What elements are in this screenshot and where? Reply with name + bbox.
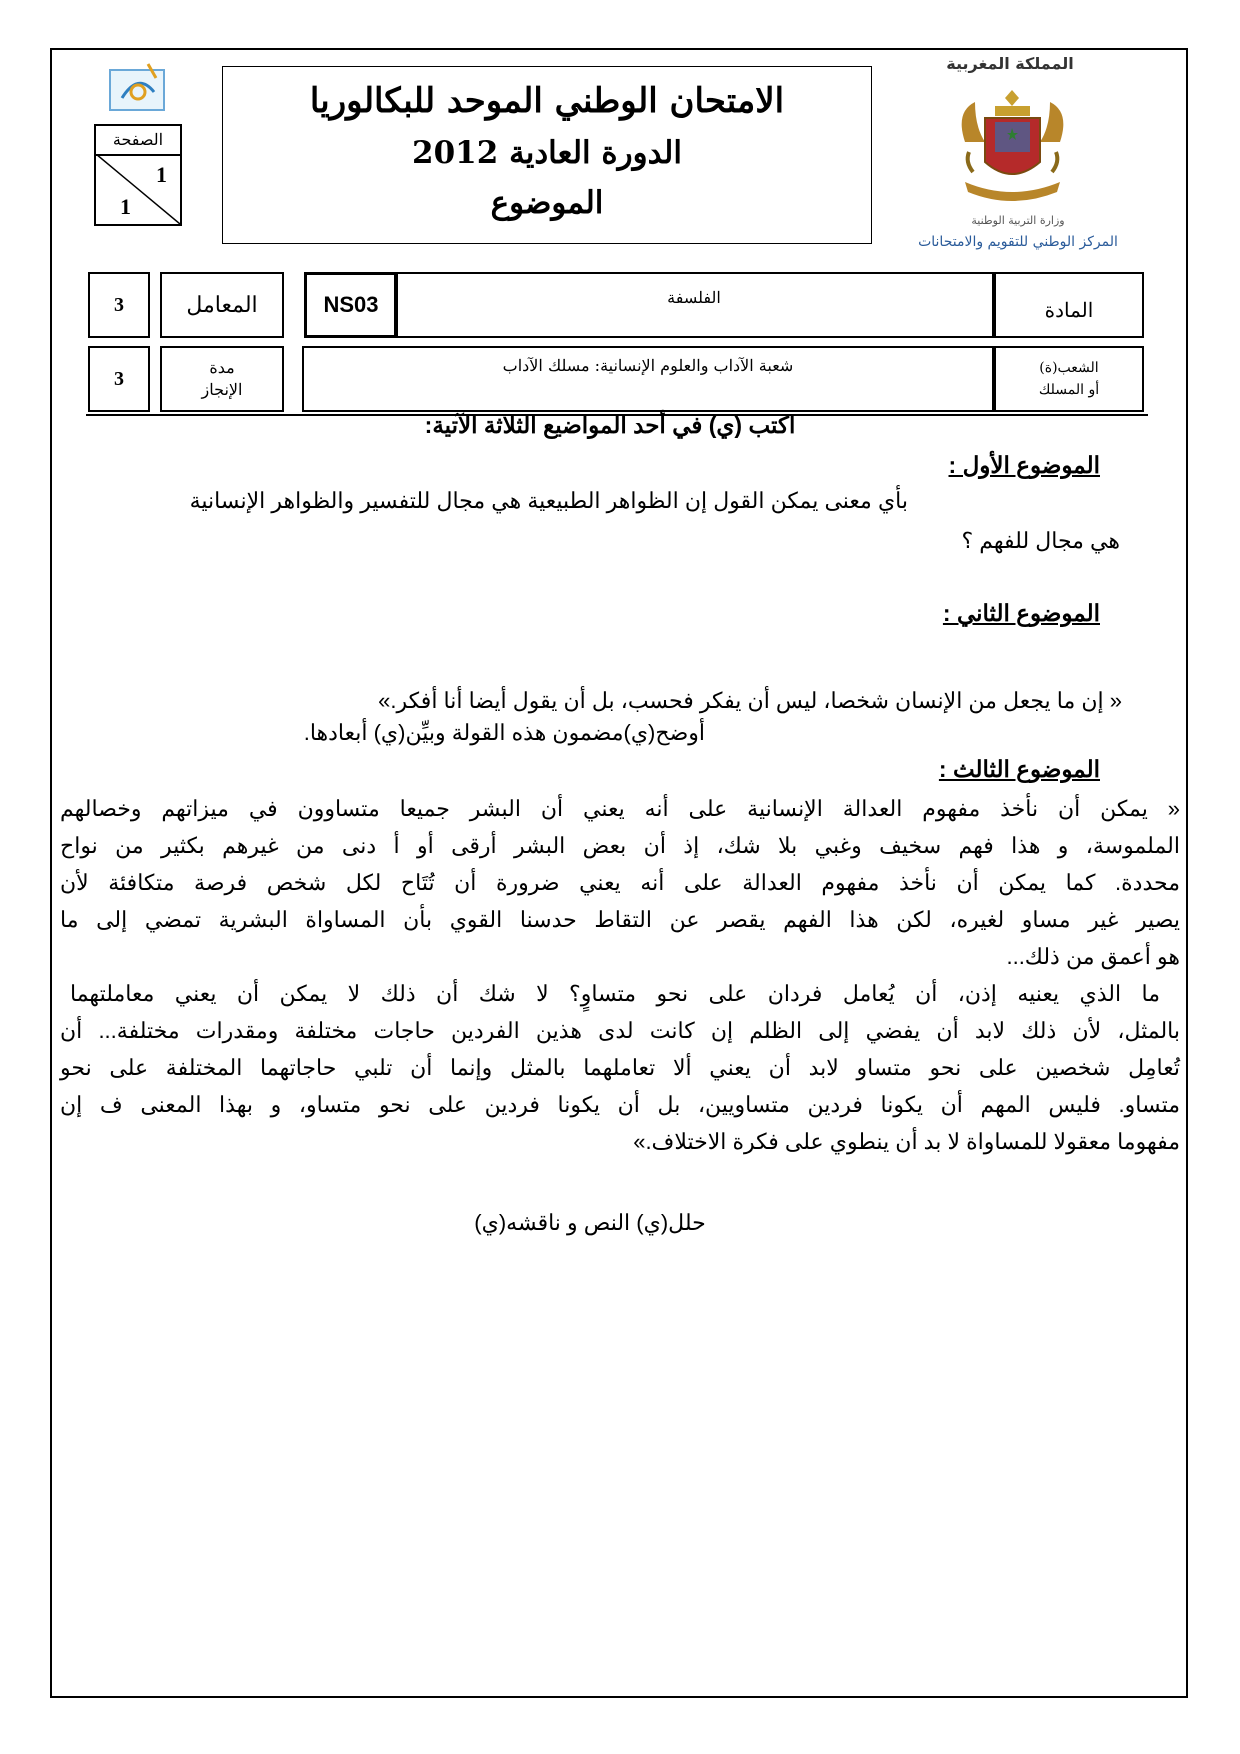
topic3-line: هو أعمق من ذلك...: [1006, 944, 1180, 969]
branch-label: الشعب(ة) أو المسلك: [994, 346, 1144, 412]
duration-label: مدة الإنجاز: [160, 346, 284, 412]
topic3-line: تُعامِل شخصين على نحو متساو لابد أن يعني ألا تعاملهما بالمثل وإنما أن تلبي حاجاتهما المختلفة على نحو: [60, 1055, 1180, 1080]
topic3-line: « يمكن أن نأخذ مفهوم العدالة الإنسانية على أنه يعني أن البشر جميعا متساوون في ميزاتهم وخصالهم: [60, 796, 1180, 821]
subject-code: NS03: [304, 272, 398, 338]
topic3-heading: الموضوع الثالث :: [938, 756, 1100, 782]
page-current: 1: [156, 162, 167, 187]
instruction: اكتب (ي) في أحد المواضيع الثلاثة الآتية:: [424, 412, 796, 438]
coef-label: المعامل: [160, 272, 284, 338]
topic1-line2: هي مجال للفهم ؟: [961, 528, 1120, 553]
ministry-label: وزارة التربية الوطنية: [971, 214, 1065, 227]
subject-word: الموضوع: [490, 185, 604, 221]
subject-value: الفلسفة: [394, 272, 994, 338]
kingdom-label: المملكة المغربية: [946, 54, 1074, 73]
royal-emblem: [945, 82, 1080, 207]
topic3-line: متساو. فليس المهم أن يكونا فردين متساويين، بل أن يكونا فردين على نحو متساو، و بهذا المعنى ف إن: [60, 1092, 1180, 1117]
topic2-line1: « إن ما يجعل من الإنسان شخصا، ليس أن يفكر فحسب، بل أن يقول أيضا أنا أفكر.»: [378, 688, 1122, 713]
center-label: المركز الوطني للتقويم والامتحانات: [918, 234, 1118, 250]
exam-title: الامتحان الوطني الموحد للبكالوريا: [309, 81, 785, 121]
topic2-heading: الموضوع الثاني :: [942, 600, 1100, 626]
subject-label: المادة: [994, 272, 1144, 338]
topic2-line2: أوضح(ي)مضمون هذه القولة وبيِّن(ي) أبعادها.: [303, 720, 705, 745]
topic1-heading: الموضوع الأول :: [948, 452, 1100, 478]
topic3-line: محددة. كما يمكن أن نأخذ مفهوم العدالة على أنه يعني ضرورة أن تُتَاح لكل شخص فرصة متكافئة لأن: [60, 870, 1180, 895]
title-box: [222, 66, 872, 244]
page-total: 1: [120, 194, 131, 219]
topic3-line: مفهوما معقولا للمساواة لا بد أن ينطوي على فكرة الاختلاف.»: [633, 1129, 1180, 1154]
page-number-box: [94, 124, 182, 226]
duration-value: 3: [88, 346, 150, 412]
topic3-task: حلل(ي) النص و ناقشه(ي): [474, 1210, 706, 1235]
topic1-line1: بأي معنى يمكن القول إن الظواهر الطبيعية هي مجال للتفسير والظواهر الإنسانية: [189, 488, 908, 513]
page-diagonal: [96, 154, 180, 224]
topic3-line: بالمثل، لأن ذلك لابد أن يفضي إلى الظلم إن كانت لدى هذين الفردين حاجات مختلفة ومقدرات مختلفة... أن: [60, 1018, 1180, 1043]
info-table: [88, 272, 1144, 414]
branch-value: شعبة الآداب والعلوم الإنسانية: مسلك الآداب: [302, 346, 994, 412]
topic3-line: يصير غير مساو لغيره، لكن هذا الفهم يقصر عن التقاط حدسنا القوي بأن المساواة البشرية تمضي إلى ما: [60, 907, 1180, 932]
topic3-line: ما الذي يعنيه إذن، أن يُعامل فردان على نحو متساوٍ؟ لا شك أن ذلك لا يمكن أن يعني معاملتهما: [70, 981, 1160, 1006]
topic3-line: الملموسة، و هذا فهم سخيف وغبي بلا شك، إذ أن بعض البشر أرقى أو أ دنى من غيرهم بكثير من نواح: [60, 833, 1180, 858]
page-label: الصفحة: [96, 126, 180, 156]
session-title: الدورة العادية 2012: [412, 135, 682, 171]
exam-logo: [108, 62, 168, 112]
coef-value: 3: [88, 272, 150, 338]
